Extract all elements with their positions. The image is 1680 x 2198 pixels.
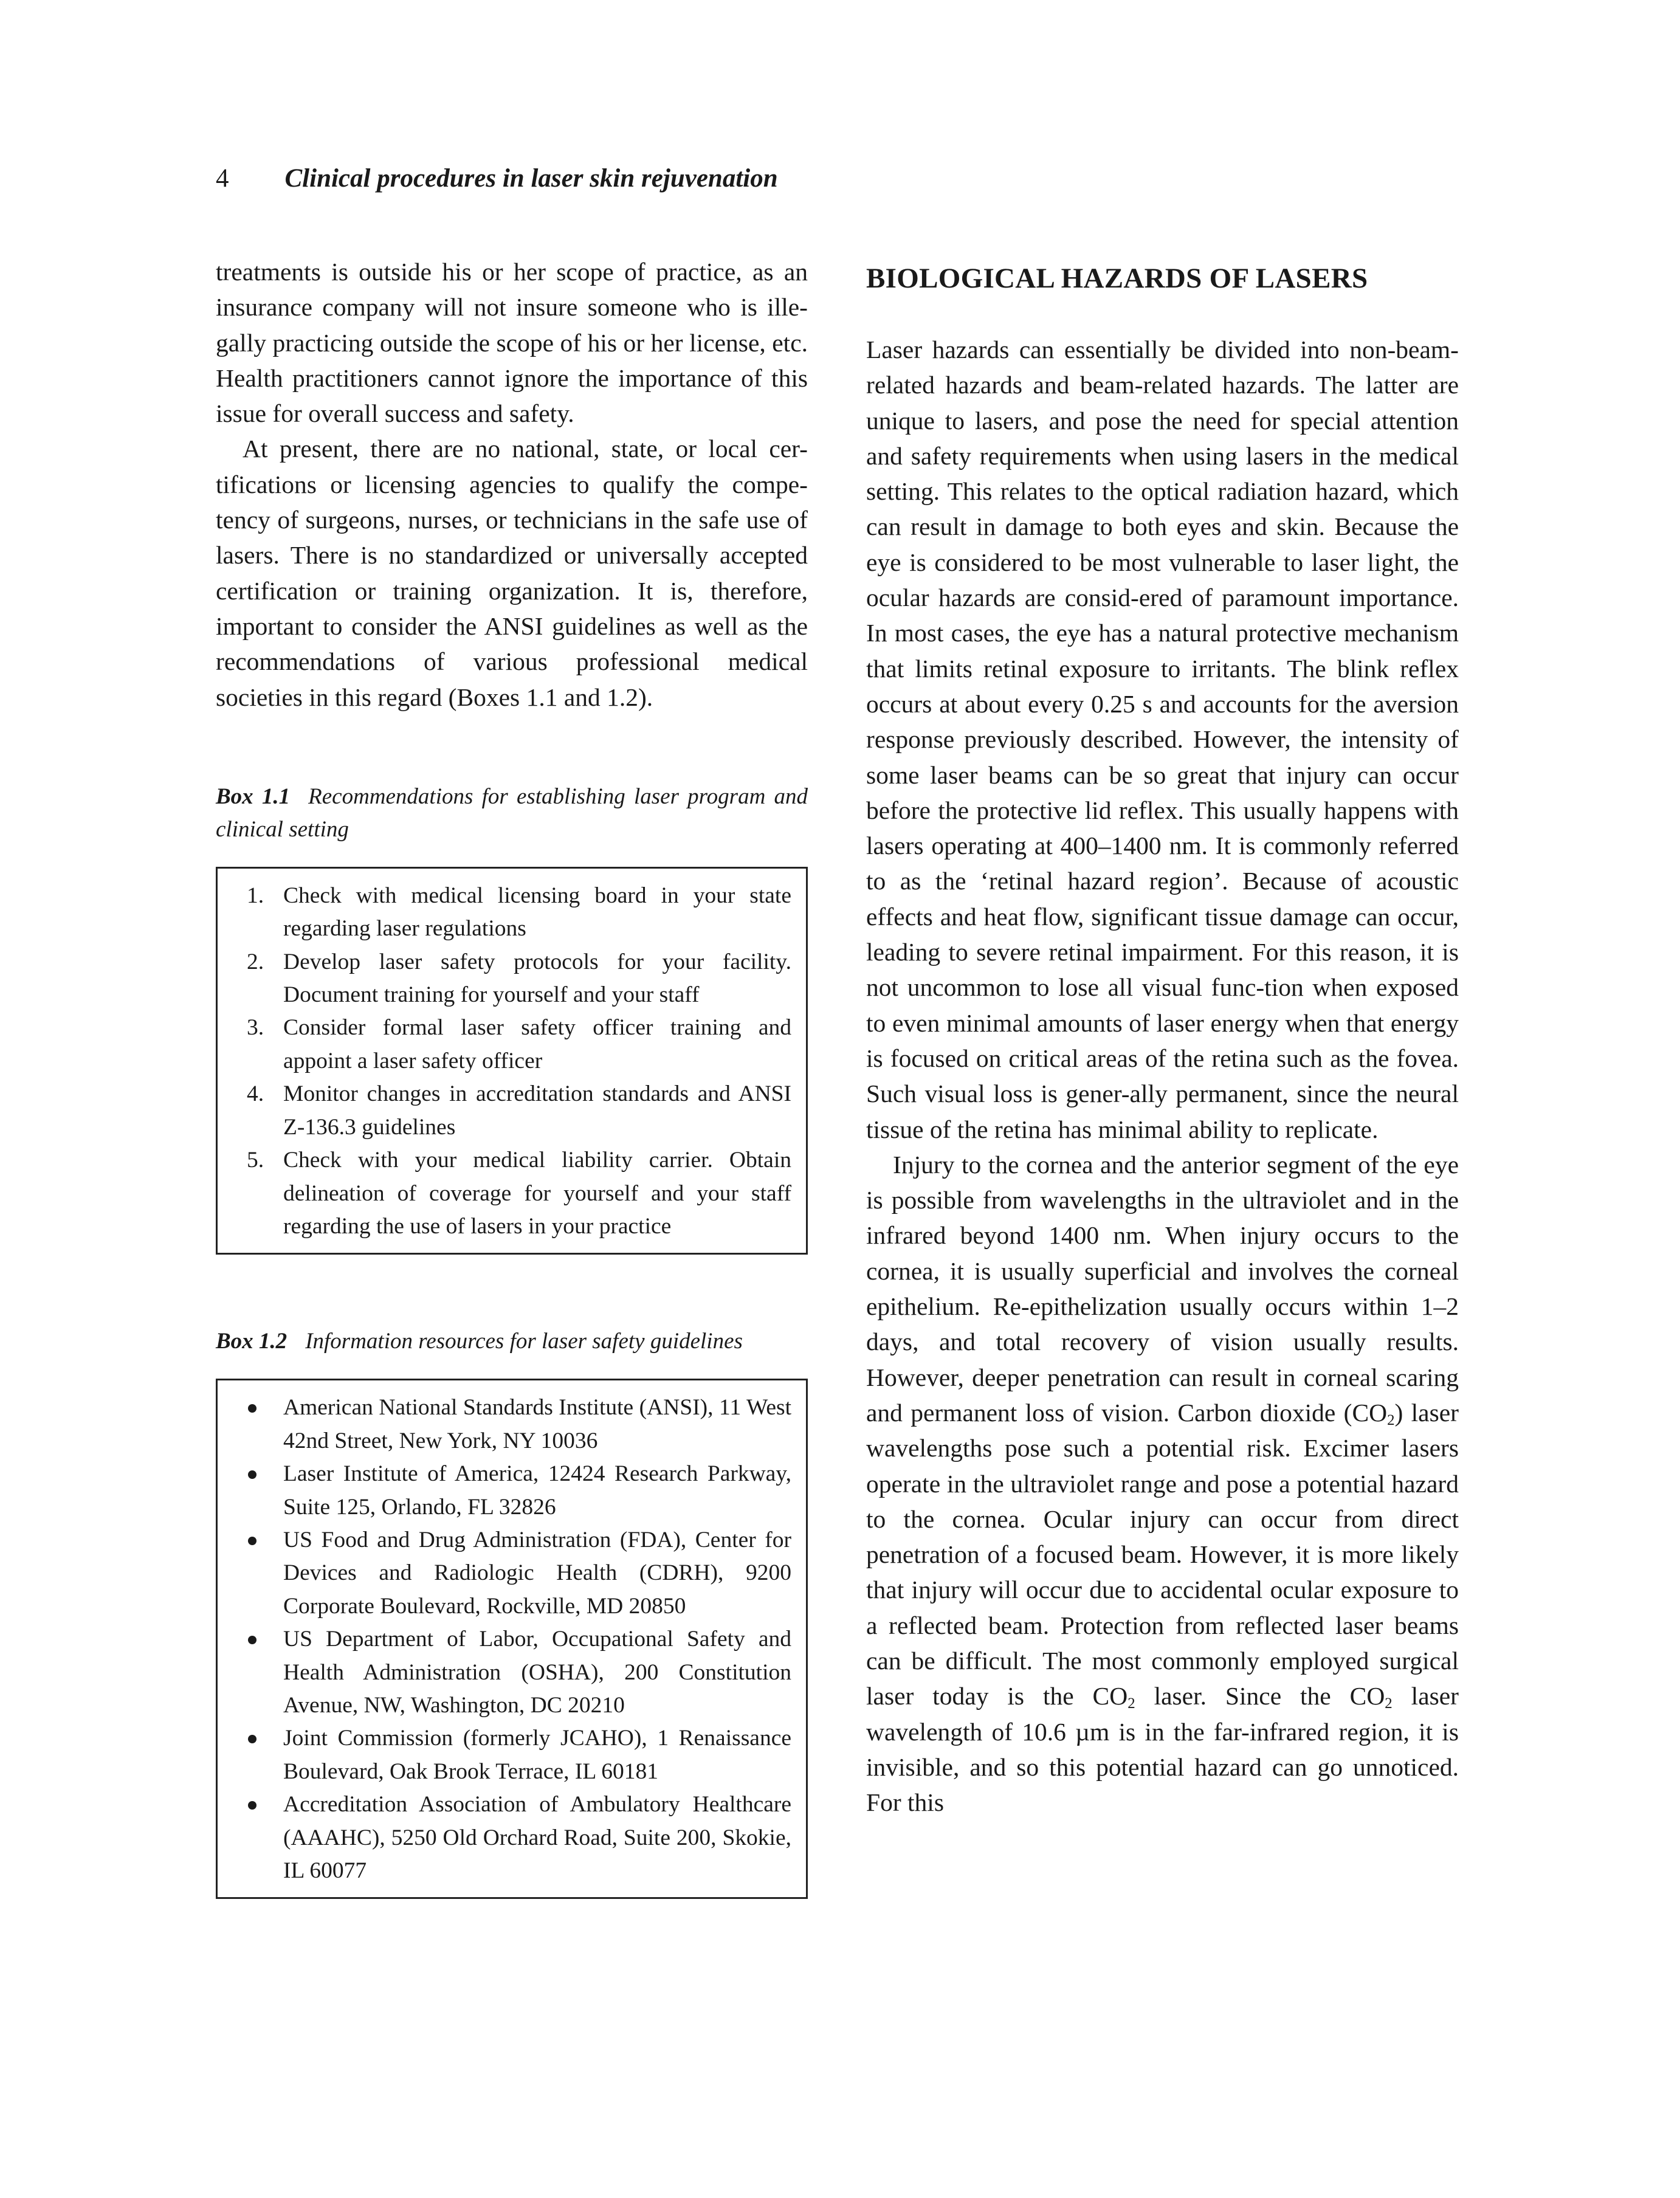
bullet-icon xyxy=(248,1470,256,1479)
bullet-icon xyxy=(248,1537,256,1545)
box-1-label: Box 1.1 xyxy=(216,784,291,809)
running-header xyxy=(216,161,778,196)
box-1 xyxy=(216,867,808,1255)
list-item-text: Laser Institute of America, 12424 Research Parkway, Suite 125, Orlando, FL 32826 xyxy=(283,1461,791,1520)
list-number: 2. xyxy=(247,949,264,974)
list-number: 1. xyxy=(247,883,264,908)
body-paragraph: Laser hazards can essentially be divided into non-beam-related hazards and beam-related hazards. The latter are unique to lasers, and pose the need for special attention and safety requirements when using lasers in the medical setting. This relates to the optical radiation hazard, which can result in damage to both eyes and skin. Because the eye is considered to be most vulnerable to laser light, the ocular hazards are consid-ered of paramount importance. In most cases, the eye has a natural protective mechanism that limits retinal exposure to irritants. The blink reflex occurs at about every 0.25 s and accounts for the aversion response previously described. However, the intensity of some laser beams can be so great that injury can occur before the protective lid reflex. This usually happens with lasers operating at 400–1400 nm. It is commonly referred to as the ‘retinal hazard region’. Because of acoustic effects and heat flow, significant tissue damage can occur, leading to severe retinal impairment. For this reason, it is not uncommon to lose all visual func-tion when exposed to even minimal amounts of laser energy when that energy is focused on critical areas of the retina such as the fovea. Such visual loss is gener-ally permanent, since the neural tissue of the retina has minimal ability to replicate. xyxy=(866,336,1459,1143)
running-title: Clinical procedures in laser skin rejuvenation xyxy=(284,164,778,193)
paragraph-text: laser. Since the CO xyxy=(1135,1682,1385,1711)
list-item xyxy=(232,946,791,1012)
box-2-caption xyxy=(216,1325,808,1358)
body-paragraph xyxy=(866,1147,1459,1821)
list-item xyxy=(232,1078,791,1144)
box-2-label: Box 1.2 xyxy=(216,1329,287,1354)
subscript: 2 xyxy=(1127,1695,1135,1712)
paragraph-text: ) laser wavelengths pose such a potential risk. Excimer lasers operate in the ultraviolet range and pose a potential hazard to the cornea. Ocular injury can occur from direct penetration of a focused beam. However, it is more likely that injury will occur due to accidental ocular exposure to a reflected beam. Protection from reflected laser beams can be difficult. The most commonly employed surgical laser today is the CO xyxy=(866,1398,1459,1711)
box-2 xyxy=(216,1379,808,1899)
bullet-icon xyxy=(248,1735,256,1743)
right-column xyxy=(866,254,1459,1820)
list-item xyxy=(232,1524,791,1623)
box-1-caption-text: Recommendations for establishing laser program and clinical setting xyxy=(216,784,808,842)
bullet-icon xyxy=(248,1636,256,1644)
list-item xyxy=(232,1458,791,1524)
subscript: 2 xyxy=(1385,1695,1393,1712)
list-item-text: American National Standards Institute (ANSI), 11 West 42nd Street, New York, NY 10036 xyxy=(283,1395,791,1453)
list-item xyxy=(232,1144,791,1243)
list-number: 5. xyxy=(247,1148,264,1173)
list-item xyxy=(232,880,791,946)
list-item xyxy=(232,1788,791,1887)
subscript: 2 xyxy=(1387,1412,1395,1429)
box-2-caption-text: Information resources for laser safety guidelines xyxy=(305,1329,743,1354)
list-item-text: Accreditation Association of Ambulatory Healthcare (AAAHC), 5250 Old Orchard Road, Suite 200, Skokie, IL 60077 xyxy=(283,1792,791,1884)
list-item-text: Monitor changes in accreditation standards and ANSI Z-136.3 guidelines xyxy=(283,1081,791,1140)
bullet-icon xyxy=(248,1404,256,1413)
list-item-text: Check with your medical liability carrier. Obtain delineation of coverage for yourself and your staff regarding the use of lasers in your practice xyxy=(283,1148,791,1239)
page-number: 4 xyxy=(216,164,229,193)
box-2-list xyxy=(232,1391,791,1887)
paragraph-text: laser wavelength of 10.6 µm is in the far-infrared region, it is invisible, and so this potential hazard can go unnoticed. For this xyxy=(866,1682,1459,1817)
box-1-caption xyxy=(216,780,808,846)
box-1-list xyxy=(232,880,791,1243)
list-item xyxy=(232,1623,791,1722)
list-item-text: Consider formal laser safety officer training and appoint a laser safety officer xyxy=(283,1015,791,1073)
list-item-text: Develop laser safety protocols for your facility. Document training for yourself and your staff xyxy=(283,949,791,1008)
body-paragraph: At present, there are no national, state, or local cer-tifications or licensing agencies to qualify the compe-tency of surgeons, nurses, or technicians in the safe use of lasers. There is no standardized or universally accepted certification or training organization. It is, therefore, important to consider the ANSI guidelines as well as the recommendations of various professional medical societies in this regard (Boxes 1.1 and 1.2). xyxy=(216,435,808,711)
list-item-text: Joint Commission (formerly JCAHO), 1 Renaissance Boulevard, Oak Brook Terrace, IL 60181 xyxy=(283,1726,791,1784)
paragraph-text: Injury to the cornea and the anterior segment of the eye is possible from wavelengths in the ultraviolet and in the infrared beyond 1400 nm. When injury occurs to the cornea, it is usually superficial and involves the corneal epithelium. Re-epithelization usually occurs within 1–2 days, and total recovery of vision usually results. However, deeper penetration can result in corneal scaring and permanent loss of vision. Carbon dioxide (CO xyxy=(866,1150,1459,1427)
list-item-text: US Food and Drug Administration (FDA), Center for Devices and Radiologic Health (CDRH), 9200 Corporate Boulevard, Rockville, MD 20850 xyxy=(283,1527,791,1619)
list-item-text: Check with medical licensing board in your state regarding laser regulations xyxy=(283,883,791,942)
list-item-text: US Department of Labor, Occupational Safety and Health Administration (OSHA), 200 Constitution Avenue, NW, Washington, DC 20210 xyxy=(283,1627,791,1718)
list-item xyxy=(232,1011,791,1078)
section-heading: BIOLOGICAL HAZARDS OF LASERS xyxy=(866,263,1368,294)
list-item xyxy=(232,1722,791,1788)
bullet-icon xyxy=(248,1801,256,1810)
list-item xyxy=(232,1391,791,1458)
list-number: 4. xyxy=(247,1081,264,1107)
left-column xyxy=(216,254,808,1899)
body-paragraph: treatments is outside his or her scope of practice, as an insurance company will not insure someone who is ille-gally practicing outside the scope of his or her license, etc. Health practitioners cannot ignore the importance of this issue for overall success and safety. xyxy=(216,258,808,428)
list-number: 3. xyxy=(247,1015,264,1041)
